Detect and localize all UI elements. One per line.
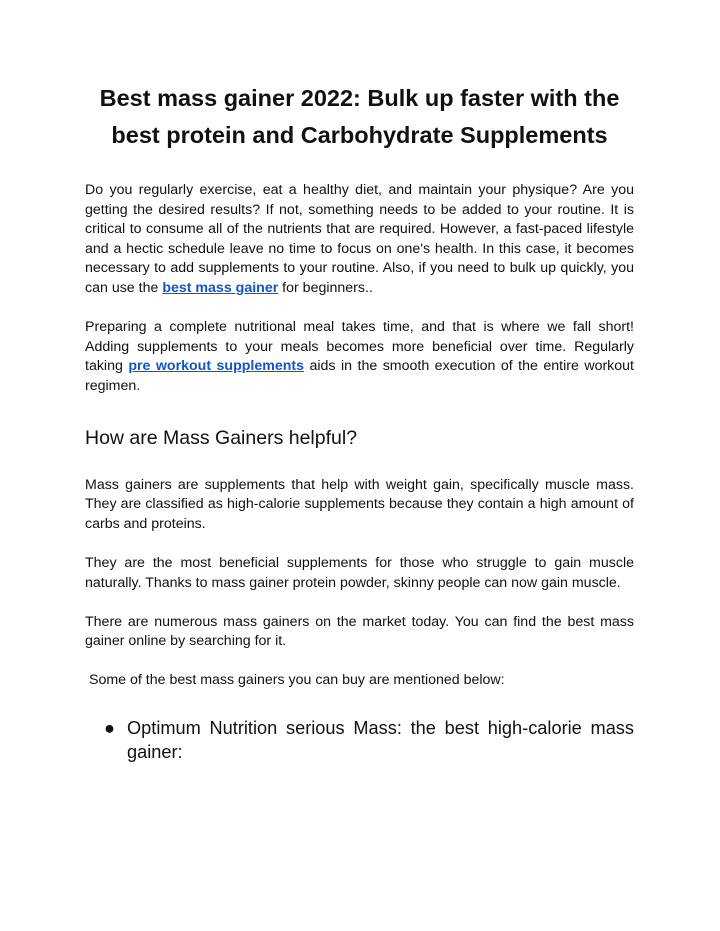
section-paragraph-3: There are numerous mass gainers on the market today. You can find the best mass gainer online by searching for it. [85, 613, 634, 650]
bullet-icon: ● [104, 718, 115, 739]
intro-paragraph-1-text: Do you regularly exercise, eat a healthy diet, and maintain your physique? Are you getting the desired results? If not, something needs to be added to your routine. It is critical to consume all of the nutrients that are required. However, a fast-paced lifestyle and a hectic schedule leave no time to focus on one's health. In this case, it becomes necessary to add supplements to your routine. Also, if you need to bulk up quickly, you can use the [85, 182, 634, 296]
best-mass-gainer-link[interactable]: best mass gainer [162, 279, 279, 296]
section-heading: How are Mass Gainers helpful? [85, 426, 358, 449]
section-paragraph-2: They are the most beneficial supplements for those who struggle to gain muscle naturally. Thanks to mass gainer protein powder, skinny people can now gain muscle. [85, 554, 634, 591]
page-title: Best mass gainer 2022: Bulk up faster with the best protein and Carbohydrate Supplements [99, 85, 620, 148]
section-paragraph-4: Some of the best mass gainers you can buy are mentioned below: [89, 672, 505, 689]
list-item [85, 717, 634, 764]
gainer-list [85, 717, 634, 764]
list-item-text: Optimum Nutrition serious Mass: the best high-calorie mass gainer: [127, 718, 634, 762]
intro-paragraph-1 [85, 181, 634, 299]
intro-paragraph-2-text: Preparing a complete nutritional meal takes time, and that is where we fall short! Adding supplements to your meals becomes more beneficial over time. Regularly taking [85, 319, 634, 375]
intro-paragraph-2 [85, 318, 634, 396]
section-paragraph-1: Mass gainers are supplements that help with weight gain, specifically muscle mass. They are classified as high-calorie supplements because they contain a high amount of carbs and proteins. [85, 476, 634, 532]
intro-paragraph-1-tail: for beginners.. [278, 279, 373, 296]
intro-paragraph-2-tail: aids in the smooth execution of the entire workout regimen. [85, 358, 635, 394]
pre-workout-supplements-link[interactable]: pre workout supplements [128, 358, 305, 375]
